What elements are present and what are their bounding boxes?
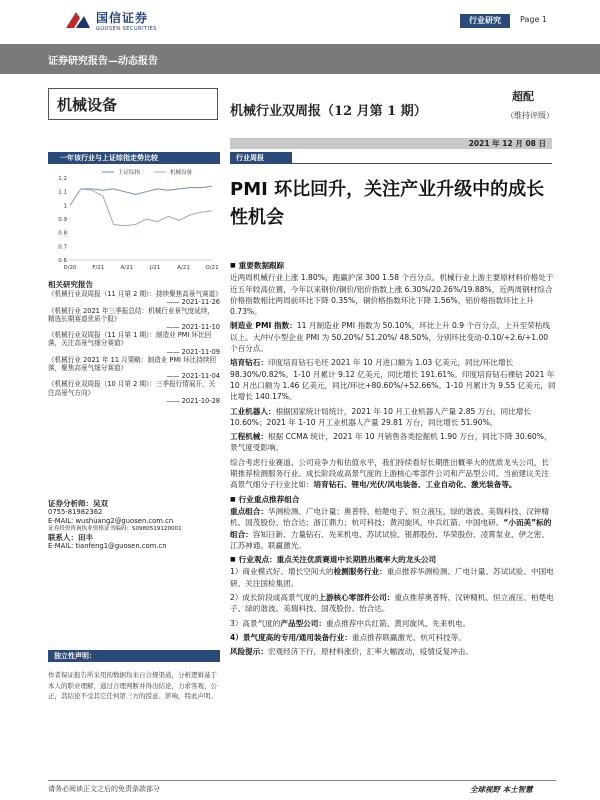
related-reports-title: 相关研究报告 bbox=[48, 280, 93, 289]
x-tick-label: O/21 bbox=[205, 265, 219, 271]
industry-weekly-label: 行业周报 bbox=[236, 154, 264, 162]
series-line-0 bbox=[70, 186, 212, 205]
x-tick-label: J/21 bbox=[149, 265, 161, 271]
view-item-3: 3）高景气度的产品型公司：重点推荐中兵红箭、黄河旋风、先来机电。 bbox=[230, 618, 471, 628]
related-report-title: 《机械行业 2021 年三季报总结：机械行业景气度延续，精选长期赛道优质个股》 bbox=[48, 306, 215, 323]
footer-disclaimer: 请务必阅读正文之后的免责条款部分 bbox=[48, 785, 160, 793]
related-report-title: 《机械行业 2021 年 11 月策略：制造业 PMI 环比持续回落，聚焦高景气细分赛道》 bbox=[48, 355, 217, 373]
y-tick-label: 0.6 bbox=[58, 258, 67, 264]
para-robot bbox=[230, 406, 556, 429]
y-tick-label: 0.9 bbox=[58, 217, 67, 223]
analyst2-name: 联系人：田丰 bbox=[48, 532, 93, 542]
report-type-tag: 行业研究 bbox=[460, 14, 510, 28]
related-report-item bbox=[48, 356, 220, 381]
section-portfolio: ■ 行业重点推荐组合 bbox=[230, 494, 556, 505]
sector-name: 机械设备 bbox=[57, 95, 118, 114]
chart-section-bar bbox=[48, 152, 220, 164]
portfolio-label: 重点组合： bbox=[230, 506, 268, 516]
analyst1-email[interactable]: E-MAIL: wushuang2@guosen.com.cn bbox=[48, 516, 174, 525]
legend-label: 上证综指 bbox=[118, 170, 141, 176]
header-band bbox=[0, 44, 600, 74]
x-tick-label: A/21 bbox=[177, 265, 190, 271]
related-report-date: —— 2021-11-10 bbox=[166, 323, 220, 332]
summary-bold: 培育钻石、锂电/光伏/风电装备、工业自动化、激光装备等。 bbox=[313, 480, 517, 490]
report-category: 证券研究报告—动态报告 bbox=[48, 56, 158, 67]
diamond-label: 培育钻石： bbox=[230, 358, 268, 368]
logo-icon bbox=[64, 8, 92, 32]
divider bbox=[292, 163, 552, 164]
para-summary bbox=[230, 457, 556, 491]
industry-weekly-tag bbox=[230, 152, 292, 164]
risk-warning bbox=[230, 646, 556, 657]
page-number: Page 1 bbox=[520, 15, 547, 24]
pmi-label: 制造业 PMI 指数： bbox=[230, 321, 297, 331]
footer-divider bbox=[48, 780, 556, 781]
chart-section-title: 一年该行业与上证综指走势比较 bbox=[60, 154, 158, 162]
disclaimer-bar bbox=[48, 650, 220, 662]
pmi-text: 11 月制造业 PMI 指数为 50.10%，环比上升 0.9 个百分点，上升至荣枯线以上。大/中/小型企业 PMI 为 50.20%/ 51.20%/ 48.50%，分别环比变动-0.10/+2.6/+1.00 个百分点。 bbox=[230, 321, 550, 354]
related-report-date: —— 2021-11-09 bbox=[166, 347, 220, 356]
diamond-text: 印度培育钻石毛坯 2021 年 10 月进口额为 1.03 亿美元，同比/环比增长 98.30%/0.82%。1-10 月累计 9.12 亿美元，同比增长 191.61%。印度培育钻石裸钻 2021 年 10 月出口额为 1.46 亿美元，同比/环比+80.60%/+52.66%。1-10 月累计为 9.55 亿美元，同比增长 140.17%。 bbox=[230, 358, 556, 402]
disclaimer-text: 作者保证报告所采用的数据均来自合规渠道，分析逻辑基于本人的职业理解，通过合理判断并得出结论，力求客观、公正，其结论不受其它任何第三方的授意、影响，特此声明。 bbox=[48, 671, 217, 700]
footer-slogan: 全球视野 本土智慧 bbox=[470, 785, 533, 794]
y-tick-label: 1.2 bbox=[58, 176, 67, 182]
robot-label: 工业机器人： bbox=[230, 406, 276, 416]
related-report-item bbox=[48, 331, 220, 356]
related-report-title: 《机械行业双周报（11 月第 2 期）：持续聚焦高景气赛道》 bbox=[48, 290, 222, 299]
portfolio-text: 华测检测、广电计量；奥普特、柏楚电子、恒立液压、绿的谐波、美瑞科技、汉钟精机、国茂股份、怡合达；浙江鼎力；杭可科技；黄河旋风，中兵红箭、中国电研。 bbox=[230, 506, 549, 528]
related-report-date: —— 2021-11-04 bbox=[166, 372, 220, 381]
logo-name-en: GUOSEN SECURITIES bbox=[96, 25, 157, 32]
sector-box bbox=[48, 88, 218, 120]
para-diamond bbox=[230, 357, 556, 402]
x-tick-label: F/21 bbox=[92, 265, 105, 271]
report-date: 2021 年 12 月 08 日 bbox=[468, 139, 546, 148]
risk-text: 宏观经济下行，原材料涨价，汇率大幅波动，疫情反复冲击。 bbox=[267, 647, 473, 657]
y-tick-label: 0.8 bbox=[58, 230, 67, 237]
related-report-title: 《机械行业双周报（10 月第 2 期）：三季报行情展开，关注高景气方向》 bbox=[48, 380, 216, 397]
section-view: ■ 行业观点：重点关注优质赛道中长期胜出概率大的龙头公司 bbox=[230, 554, 556, 565]
y-tick-label: 0.7 bbox=[58, 244, 67, 251]
construction-text: 根据 CCMA 统计，2021 年 10 月销售各类挖掘机 1.90 万台，同比下降 30.60%，景气度受影响。 bbox=[230, 432, 552, 453]
company-logo bbox=[64, 8, 157, 32]
related-report-item bbox=[48, 290, 220, 306]
y-tick-label: 1 bbox=[63, 203, 67, 210]
para-market: 近两周机械行业上涨 1.80%，跑赢沪深 300 1.58 个百分点。机械行业上游主要原材料价格处于近五年较高位置，今年以来钢价/铜价/铝价指数上涨 6.30%/20.26%/19.88%，近两周钢材综合价格指数相比两周前环比下降 0.35%，铜价格指数环比下降 1.56%，铝价格指数环比上升 0.73%。 bbox=[230, 273, 554, 317]
report-title: 机械行业双周报（12 月第 1 期） bbox=[230, 104, 427, 119]
x-tick-label: A/21 bbox=[120, 265, 134, 271]
related-report-item bbox=[48, 307, 220, 332]
small-beautiful-label: “小而美”标的组合： bbox=[230, 518, 552, 539]
analyst-info bbox=[48, 500, 220, 550]
para-construction bbox=[230, 431, 556, 454]
analyst1-name: 证券分析师：吴双 bbox=[48, 499, 108, 508]
analyst1-cert: 证券投资咨询执业资格证书编码：S0980519120001 bbox=[48, 526, 182, 533]
related-reports bbox=[48, 281, 220, 405]
related-report-item bbox=[48, 380, 220, 405]
date-bar bbox=[230, 138, 552, 149]
disclaimer-title: 独立性声明： bbox=[54, 652, 96, 660]
robot-text: 根据国家统计局统计，2021 年 10 月工业机器人产量 2.85 万台，同比增长 10.60%；2021 年 1-10 月工业机器人产量 29.81 万台，同比增长 51.90%。 bbox=[230, 406, 531, 427]
related-report-date: —— 2021-10-28 bbox=[166, 396, 220, 405]
rating: 超配 bbox=[512, 90, 534, 103]
rating-note: （维持评级） bbox=[506, 111, 554, 120]
section-data-tracking: ■ 重要数据跟踪 bbox=[230, 260, 556, 271]
headline: PMI 环比回升，关注产业升级中的成长性机会 bbox=[230, 179, 545, 228]
construction-label: 工程机械： bbox=[230, 432, 268, 442]
y-tick-label: 1.1 bbox=[58, 189, 67, 196]
small-beautiful-text: 容知日新、力量钻石、先来机电、苏试试验、银都股份、华荣股份、凌霄泵业、伊之密、江苏神通、联赢激光。 bbox=[230, 529, 549, 550]
view-item-4: 4）景气度高的专用/通用装备行业：重点推荐联赢激光、杭可科技等。 bbox=[230, 632, 466, 642]
para-portfolio bbox=[230, 506, 556, 551]
logo-name-cn: 国信证券 bbox=[96, 10, 149, 25]
related-report-title: 《机械行业双周报（11 月第 1 期）：制造业 PMI 环比回落，关注高景气细分赛道》 bbox=[48, 331, 212, 348]
related-report-date: —— 2021-11-26 bbox=[166, 298, 220, 307]
analyst2-email[interactable]: E-MAIL: tianfeng1@guosen.com.cn bbox=[48, 542, 167, 551]
series-line-1 bbox=[70, 189, 212, 226]
summary-text: 综合考虑行业赛道、公司竞争力和估值水平，我们持续看好长期胜出概率大的优质龙头公司，长期推荐检测服务行业、成长阶段或高景气度的上游核心零部件公司和产品型公司。当前建议关注高景气细分子行业比如： bbox=[230, 457, 549, 490]
risk-label: 风险提示： bbox=[230, 647, 268, 657]
view-item-1: 1）商业模式好、增长空间大的检测服务行业：重点推荐华测检测、广电计量、苏试试验、中国电研、关注国检集团。 bbox=[230, 567, 554, 588]
view-item-2: 2）成长阶段或高景气度的上游核心零部件公司：重点推荐奥普特、汉钟精机、恒立液压、柏楚电子、绿的谐波、美瑞科技、国茂股份、怡合达。 bbox=[230, 593, 554, 614]
legend-label: 机械设备 bbox=[170, 170, 193, 176]
industry-vs-index-chart bbox=[48, 166, 220, 272]
x-tick-label: D/20 bbox=[63, 265, 77, 271]
para-pmi bbox=[230, 320, 556, 354]
main-content bbox=[230, 260, 556, 661]
analyst1-phone: 0755-81982362 bbox=[48, 508, 103, 517]
